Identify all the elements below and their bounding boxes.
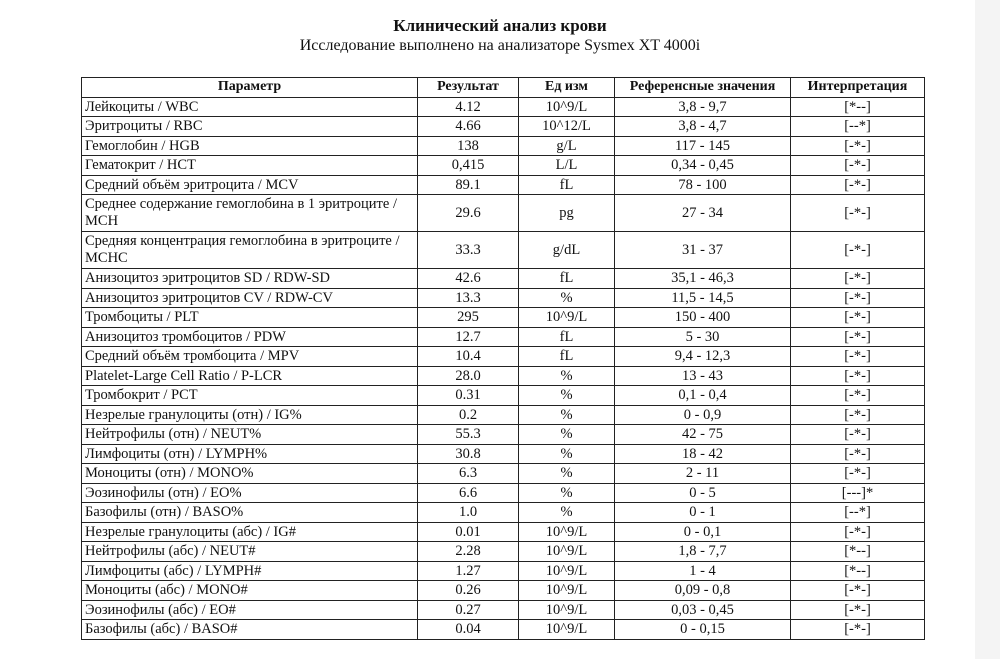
param-cell: Тромбоциты / PLT — [82, 308, 418, 328]
table-row — [82, 97, 925, 117]
interpretation-cell: [-*-] — [791, 444, 925, 464]
reference-cell: 3,8 - 9,7 — [615, 97, 791, 117]
table-row — [82, 522, 925, 542]
unit-cell: % — [519, 386, 615, 406]
result-cell: 55.3 — [418, 425, 519, 445]
header-interpretation: Интерпретация — [791, 78, 925, 98]
result-cell: 1.27 — [418, 561, 519, 581]
reference-cell: 0 - 5 — [615, 483, 791, 503]
result-cell: 0.26 — [418, 581, 519, 601]
result-cell: 33.3 — [418, 232, 519, 269]
param-cell: Нейтрофилы (абс) / NEUT# — [82, 542, 418, 562]
header-reference: Референсные значения — [615, 78, 791, 98]
reference-cell: 0,34 - 0,45 — [615, 156, 791, 176]
interpretation-cell: [-*-] — [791, 288, 925, 308]
param-cell: Гематокрит / HCT — [82, 156, 418, 176]
reference-cell: 2 - 11 — [615, 464, 791, 484]
header-param: Параметр — [82, 78, 418, 98]
unit-cell: fL — [519, 269, 615, 289]
interpretation-cell: [*--] — [791, 561, 925, 581]
table-row — [82, 175, 925, 195]
unit-cell: 10^9/L — [519, 620, 615, 640]
result-cell: 29.6 — [418, 195, 519, 232]
result-cell: 0,415 — [418, 156, 519, 176]
table-row — [82, 195, 925, 232]
interpretation-cell: [-*-] — [791, 308, 925, 328]
table-row — [82, 117, 925, 137]
header-unit: Ед изм — [519, 78, 615, 98]
param-cell: Лимфоциты (абс) / LYMPH# — [82, 561, 418, 581]
unit-cell: 10^9/L — [519, 542, 615, 562]
unit-cell: % — [519, 503, 615, 523]
result-cell: 0.31 — [418, 386, 519, 406]
unit-cell: fL — [519, 175, 615, 195]
reference-cell: 117 - 145 — [615, 136, 791, 156]
reference-cell: 31 - 37 — [615, 232, 791, 269]
interpretation-cell: [--*] — [791, 503, 925, 523]
table-row — [82, 542, 925, 562]
unit-cell: % — [519, 464, 615, 484]
table-row — [82, 269, 925, 289]
unit-cell: pg — [519, 195, 615, 232]
reference-cell: 13 - 43 — [615, 366, 791, 386]
table-row — [82, 386, 925, 406]
header-result: Результат — [418, 78, 519, 98]
unit-cell: % — [519, 444, 615, 464]
reference-cell: 0,09 - 0,8 — [615, 581, 791, 601]
unit-cell: 10^9/L — [519, 308, 615, 328]
param-cell: Средний объём эритроцита / MCV — [82, 175, 418, 195]
document-title: Клинический анализ крови — [393, 16, 607, 35]
unit-cell: 10^9/L — [519, 600, 615, 620]
table-row — [82, 561, 925, 581]
reference-cell: 0 - 1 — [615, 503, 791, 523]
result-cell: 6.6 — [418, 483, 519, 503]
unit-cell: g/dL — [519, 232, 615, 269]
document-subtitle: Исследование выполнено на анализаторе Sysmex XT 4000i — [299, 37, 701, 54]
reference-cell: 150 - 400 — [615, 308, 791, 328]
unit-cell: fL — [519, 347, 615, 367]
table-row — [82, 347, 925, 367]
interpretation-cell: [-*-] — [791, 269, 925, 289]
table-row — [82, 483, 925, 503]
reference-cell: 5 - 30 — [615, 327, 791, 347]
result-cell: 0.27 — [418, 600, 519, 620]
unit-cell: % — [519, 288, 615, 308]
table-header-row — [82, 78, 925, 98]
reference-cell: 1,8 - 7,7 — [615, 542, 791, 562]
param-cell: Анизоцитоз тромбоцитов / PDW — [82, 327, 418, 347]
reference-cell: 0,1 - 0,4 — [615, 386, 791, 406]
reference-cell: 1 - 4 — [615, 561, 791, 581]
interpretation-cell: [-*-] — [791, 620, 925, 640]
param-cell: Незрелые гранулоциты (отн) / IG% — [82, 405, 418, 425]
param-cell: Базофилы (отн) / BASO% — [82, 503, 418, 523]
result-cell: 89.1 — [418, 175, 519, 195]
table-row — [82, 581, 925, 601]
interpretation-cell: [-*-] — [791, 347, 925, 367]
param-cell: Нейтрофилы (отн) / NEUT% — [82, 425, 418, 445]
result-cell: 0.2 — [418, 405, 519, 425]
unit-cell: fL — [519, 327, 615, 347]
param-cell: Эозинофилы (абс) / EO# — [82, 600, 418, 620]
table-row — [82, 425, 925, 445]
param-cell: Тромбокрит / PCT — [82, 386, 418, 406]
param-cell: Анизоцитоз эритроцитов SD / RDW-SD — [82, 269, 418, 289]
reference-cell: 27 - 34 — [615, 195, 791, 232]
interpretation-cell: [*--] — [791, 97, 925, 117]
reference-cell: 9,4 - 12,3 — [615, 347, 791, 367]
param-cell: Анизоцитоз эритроцитов CV / RDW-CV — [82, 288, 418, 308]
result-cell: 4.66 — [418, 117, 519, 137]
table-row — [82, 464, 925, 484]
interpretation-cell: [-*-] — [791, 600, 925, 620]
unit-cell: % — [519, 425, 615, 445]
unit-cell: 10^9/L — [519, 581, 615, 601]
interpretation-cell: [-*-] — [791, 156, 925, 176]
param-cell: Моноциты (отн) / MONO% — [82, 464, 418, 484]
result-cell: 0.04 — [418, 620, 519, 640]
result-cell: 42.6 — [418, 269, 519, 289]
interpretation-cell: [-*-] — [791, 405, 925, 425]
result-cell: 6.3 — [418, 464, 519, 484]
interpretation-cell: [-*-] — [791, 366, 925, 386]
param-cell: Средняя концентрация гемоглобина в эритроците / MCHC — [82, 232, 418, 269]
reference-cell: 0 - 0,9 — [615, 405, 791, 425]
reference-cell: 0,03 - 0,45 — [615, 600, 791, 620]
table-row — [82, 366, 925, 386]
reference-cell: 0 - 0,1 — [615, 522, 791, 542]
unit-cell: 10^9/L — [519, 97, 615, 117]
result-cell: 4.12 — [418, 97, 519, 117]
interpretation-cell: [-*-] — [791, 327, 925, 347]
unit-cell: % — [519, 366, 615, 386]
reference-cell: 11,5 - 14,5 — [615, 288, 791, 308]
param-cell: Лейкоциты / WBC — [82, 97, 418, 117]
param-cell: Лимфоциты (отн) / LYMPH% — [82, 444, 418, 464]
table-row — [82, 503, 925, 523]
table-row — [82, 136, 925, 156]
interpretation-cell: [-*-] — [791, 136, 925, 156]
result-cell: 0.01 — [418, 522, 519, 542]
unit-cell: 10^12/L — [519, 117, 615, 137]
reference-cell: 3,8 - 4,7 — [615, 117, 791, 137]
table-row — [82, 405, 925, 425]
param-cell: Средний объём тромбоцита / MPV — [82, 347, 418, 367]
table-row — [82, 327, 925, 347]
interpretation-cell: [*--] — [791, 542, 925, 562]
reference-cell: 35,1 - 46,3 — [615, 269, 791, 289]
result-cell: 13.3 — [418, 288, 519, 308]
interpretation-cell: [-*-] — [791, 232, 925, 269]
unit-cell: 10^9/L — [519, 561, 615, 581]
param-cell: Эозинофилы (отн) / EO% — [82, 483, 418, 503]
interpretation-cell: [-*-] — [791, 581, 925, 601]
reference-cell: 42 - 75 — [615, 425, 791, 445]
result-cell: 1.0 — [418, 503, 519, 523]
interpretation-cell: [-*-] — [791, 425, 925, 445]
unit-cell: % — [519, 405, 615, 425]
result-cell: 138 — [418, 136, 519, 156]
param-cell: Незрелые гранулоциты (абс) / IG# — [82, 522, 418, 542]
table-row — [82, 600, 925, 620]
interpretation-cell: [-*-] — [791, 386, 925, 406]
table-row — [82, 620, 925, 640]
table-row — [82, 308, 925, 328]
results-table — [81, 77, 925, 640]
interpretation-cell: [-*-] — [791, 195, 925, 232]
interpretation-cell: [---]* — [791, 483, 925, 503]
param-cell: Среднее содержание гемоглобина в 1 эритроците / MCH — [82, 195, 418, 232]
table-row — [82, 232, 925, 269]
param-cell: Моноциты (абс) / MONO# — [82, 581, 418, 601]
reference-cell: 78 - 100 — [615, 175, 791, 195]
table-row — [82, 288, 925, 308]
param-cell: Базофилы (абс) / BASO# — [82, 620, 418, 640]
reference-cell: 18 - 42 — [615, 444, 791, 464]
param-cell: Platelet-Large Cell Ratio / P-LCR — [82, 366, 418, 386]
result-cell: 28.0 — [418, 366, 519, 386]
result-cell: 295 — [418, 308, 519, 328]
param-cell: Гемоглобин / HGB — [82, 136, 418, 156]
interpretation-cell: [-*-] — [791, 464, 925, 484]
result-cell: 30.8 — [418, 444, 519, 464]
unit-cell: % — [519, 483, 615, 503]
param-cell: Эритроциты / RBC — [82, 117, 418, 137]
unit-cell: g/L — [519, 136, 615, 156]
interpretation-cell: [-*-] — [791, 175, 925, 195]
interpretation-cell: [-*-] — [791, 522, 925, 542]
result-cell: 10.4 — [418, 347, 519, 367]
reference-cell: 0 - 0,15 — [615, 620, 791, 640]
unit-cell: L/L — [519, 156, 615, 176]
interpretation-cell: [--*] — [791, 117, 925, 137]
table-row — [82, 156, 925, 176]
table-row — [82, 444, 925, 464]
result-cell: 12.7 — [418, 327, 519, 347]
unit-cell: 10^9/L — [519, 522, 615, 542]
result-cell: 2.28 — [418, 542, 519, 562]
